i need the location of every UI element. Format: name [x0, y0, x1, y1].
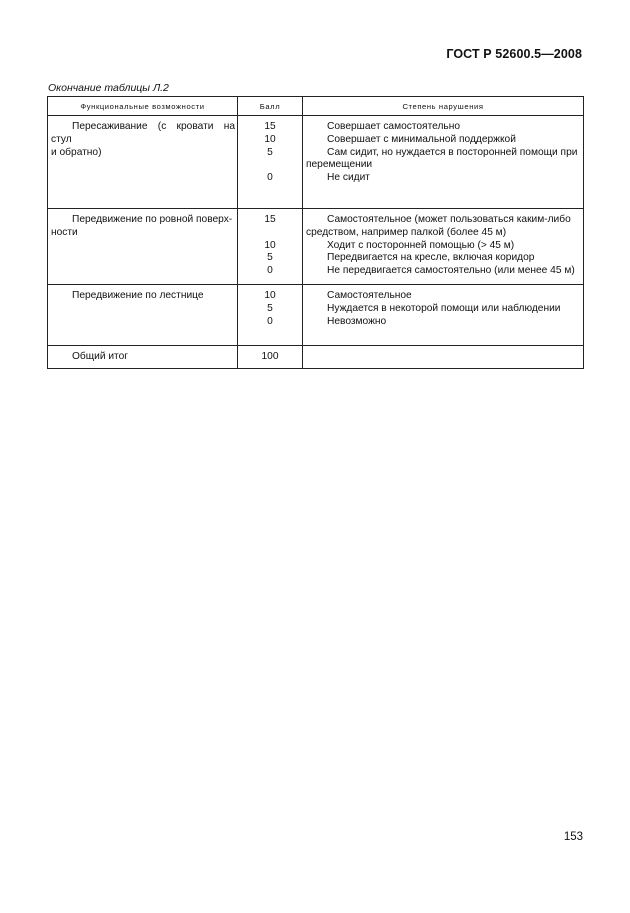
- function-cell: [48, 346, 238, 369]
- assessment-table: [47, 96, 584, 369]
- function-line: Передвижение по ровной поверх-: [72, 214, 233, 225]
- score-value: 10: [264, 133, 276, 145]
- score-value: 15: [264, 121, 276, 132]
- score-value: 0: [267, 172, 273, 184]
- score-value: 0: [267, 265, 273, 277]
- function-line: Пересаживание (с кровати на стул: [51, 121, 235, 145]
- column-header-score: Балл: [238, 97, 303, 116]
- description-line: Самостоятельное (может пользоваться каким-либо: [327, 214, 571, 225]
- score-cell: [238, 209, 303, 285]
- score-value: 15: [264, 214, 276, 225]
- function-line: и обратно): [51, 146, 102, 158]
- score-value: 10: [264, 290, 276, 301]
- column-header-impairment: Степень нарушения: [303, 97, 584, 116]
- score-cell: [238, 346, 303, 369]
- score-cell: [238, 116, 303, 209]
- column-header-functions: Функциональные возможности: [48, 97, 238, 116]
- score-spacer: [238, 227, 302, 240]
- score-value: 5: [267, 302, 273, 314]
- description-line: Самостоятельное: [327, 290, 412, 301]
- description-line: Невозможно: [327, 315, 387, 327]
- table-row: [48, 285, 584, 346]
- description-line: перемещении: [306, 159, 373, 171]
- function-line: ности: [51, 226, 78, 238]
- description-cell: [303, 285, 584, 346]
- description-line: Не сидит: [327, 172, 370, 184]
- description-line: Сам сидит, но нуждается в посторонней помощи при: [327, 146, 578, 158]
- score-spacer: [238, 159, 302, 172]
- description-line: Нуждается в некоторой помощи или наблюдении: [327, 302, 561, 314]
- description-cell-empty: [303, 346, 584, 369]
- description-line: Совершает с минимальной поддержкой: [327, 133, 516, 145]
- total-score: 100: [261, 351, 279, 362]
- description-line: Ходит с посторонней помощью (> 45 м): [327, 239, 515, 251]
- description-line: Совершает самостоятельно: [327, 121, 460, 132]
- table-row: [48, 116, 584, 209]
- score-cell: [238, 285, 303, 346]
- description-line: средством, например палкой (более 45 м): [306, 226, 507, 238]
- function-cell: [48, 285, 238, 346]
- description-line: Передвигается на кресле, включая коридор: [327, 252, 535, 264]
- page-number: 153: [563, 831, 583, 843]
- description-cell: [303, 209, 584, 285]
- table-row-total: [48, 346, 584, 369]
- description-line: Не передвигается самостоятельно (или менее 45 м): [327, 265, 575, 277]
- total-label: Общий итог: [72, 351, 128, 362]
- table-header-row: [48, 97, 584, 116]
- score-value: 10: [264, 239, 276, 251]
- description-cell: [303, 116, 584, 209]
- function-cell: [48, 209, 238, 285]
- table-caption: Окончание таблицы Л.2: [48, 82, 169, 94]
- score-value: 0: [267, 315, 273, 327]
- table-row: [48, 209, 584, 285]
- function-line: Передвижение по лестнице: [72, 290, 204, 301]
- function-cell: [48, 116, 238, 209]
- score-value: 5: [267, 146, 273, 158]
- score-value: 5: [267, 252, 273, 264]
- document-standard-header: ГОСТ Р 52600.5—2008: [446, 47, 582, 61]
